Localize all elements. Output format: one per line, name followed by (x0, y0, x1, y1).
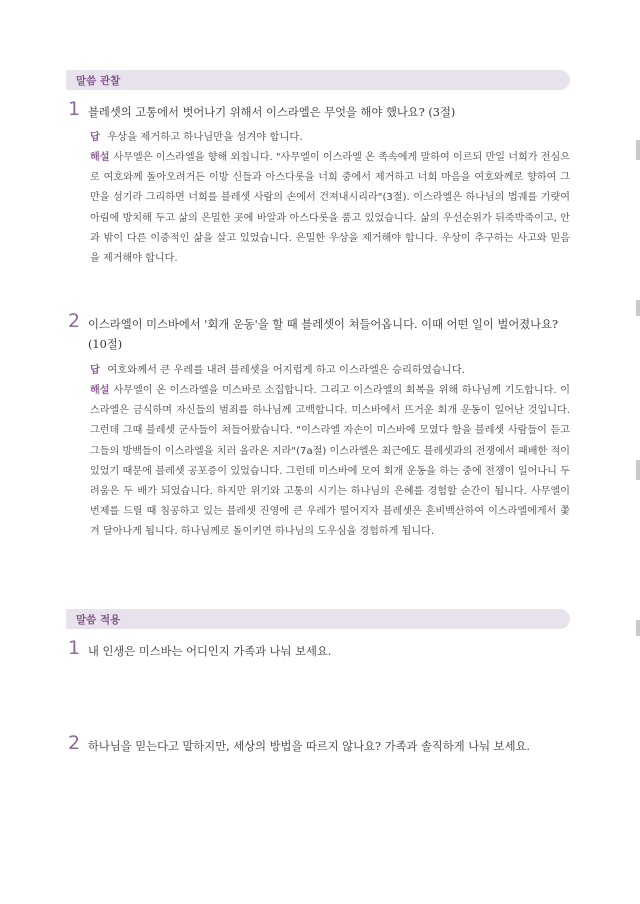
apply-section-header (66, 609, 570, 629)
apply-q1-question: 내 인생은 미스바는 어디인지 가족과 나눠 보세요. (88, 645, 332, 658)
answer-label: 답 (90, 364, 100, 376)
observe-q2-number: 2 (68, 310, 81, 332)
observe-q1-explanation (90, 148, 570, 269)
observe-q2-explanation (90, 381, 570, 543)
observe-q1-number: 1 (68, 98, 81, 120)
observe-q1-question: 블레셋의 고통에서 벗어나기 위해서 이스라엘은 무엇을 해야 했나요? (3절) (88, 106, 456, 119)
apply-q2-question: 하나님을 믿는다고 말하지만, 세상의 방법을 따르지 않나요? 가족과 솔직하게 나눠 보세요. (88, 740, 531, 753)
observe-section-title: 말씀 관찰 (76, 75, 121, 87)
answer-text: 여호와께서 큰 우레를 내려 블레셋을 어지럽게 하고 이스라엘은 승리하였습니다. (107, 364, 465, 376)
observe-q2-question: 이스라엘이 미스바에서 '회개 운동'을 할 때 블레셋이 쳐들어옵니다. 이때 어떤 일이 벌어졌나요? (10절) (88, 318, 559, 351)
page-edge-mark (636, 460, 640, 480)
apply-q1-number: 1 (68, 637, 81, 659)
explain-text: 사무엘은 이스라엘을 향해 외칩니다. "사무엘이 이스라엘 온 족속에게 말하여 이르되 만일 너희가 전심으로 여호와께 돌아오려거든 이방 신들과 아스다롯을 너희 중에서 제거하고 너희 마음을 여호와께로 향하여 그만을 섬기라 그리하면 너희를 블레셋 사람의 손에서 건져내시리라"(3절). 이스라엘은 하나님의 법궤를 기럇여아림에 방치해 두고 삶의 은밀한 곳에 바알과 아스다롯을 품고 있었습니다. 삶의 우선순위가 뒤죽박죽이고, 안과 밖이 다른 이중적인 삶을 살고 있었습니다. 은밀한 우상을 제거해야 합니다. 우상이 추구하는 사고와 믿음을 제거해야 합니다. (90, 152, 570, 265)
page-edge-mark (636, 140, 640, 160)
apply-q2-number: 2 (68, 732, 81, 754)
explain-label: 해설 (90, 385, 110, 396)
observe-section-header (66, 70, 570, 90)
page-edge-mark (636, 620, 640, 636)
observe-q1-answer (90, 128, 303, 143)
apply-section-title: 말씀 적용 (76, 614, 121, 626)
observe-q2-answer (90, 361, 465, 376)
explain-text: 사무엘이 온 이스라엘을 미스바로 소집합니다. 그리고 이스라엘의 회복을 위해 하나님께 기도합니다. 이스라엘은 금식하며 자신들의 범죄를 하나님께 고백합니다. 미스바에서 뜨거운 회개 운동이 일어난 것입니다. 그런데 그때 블레셋 군사들이 쳐들어왔습니다. "이스라엘 자손이 미스바에 모였다 함을 블레셋 사람들이 듣고 그들의 방백들이 이스라엘을 치러 올라온 지라"(7a절) 이스라엘은 최근에도 블레셋과의 전쟁에서 패배한 적이 있었기 때문에 블레셋 공포증이 있었습니다. 그런데 미스바에 모여 회개 운동을 하는 중에 전쟁이 일어나니 두려움은 두 배가 되었습니다. 하지만 위기와 고통의 시기는 하나님의 은혜를 경험할 순간이 됩니다. 사무엘이 번제를 드릴 때 침공하고 있는 블레셋 진영에 큰 우레가 떨어지자 블레셋은 혼비백산하여 이스라엘에게서 쫓겨 달아나게 됩니다. 하나님께로 돌이키면 하나님의 도우심을 경험하게 됩니다. (90, 385, 570, 538)
answer-text: 우상을 제거하고 하나님만을 섬겨야 합니다. (107, 131, 303, 143)
answer-label: 답 (90, 131, 100, 143)
explain-label: 해설 (90, 152, 110, 163)
page-edge-mark (636, 300, 640, 316)
